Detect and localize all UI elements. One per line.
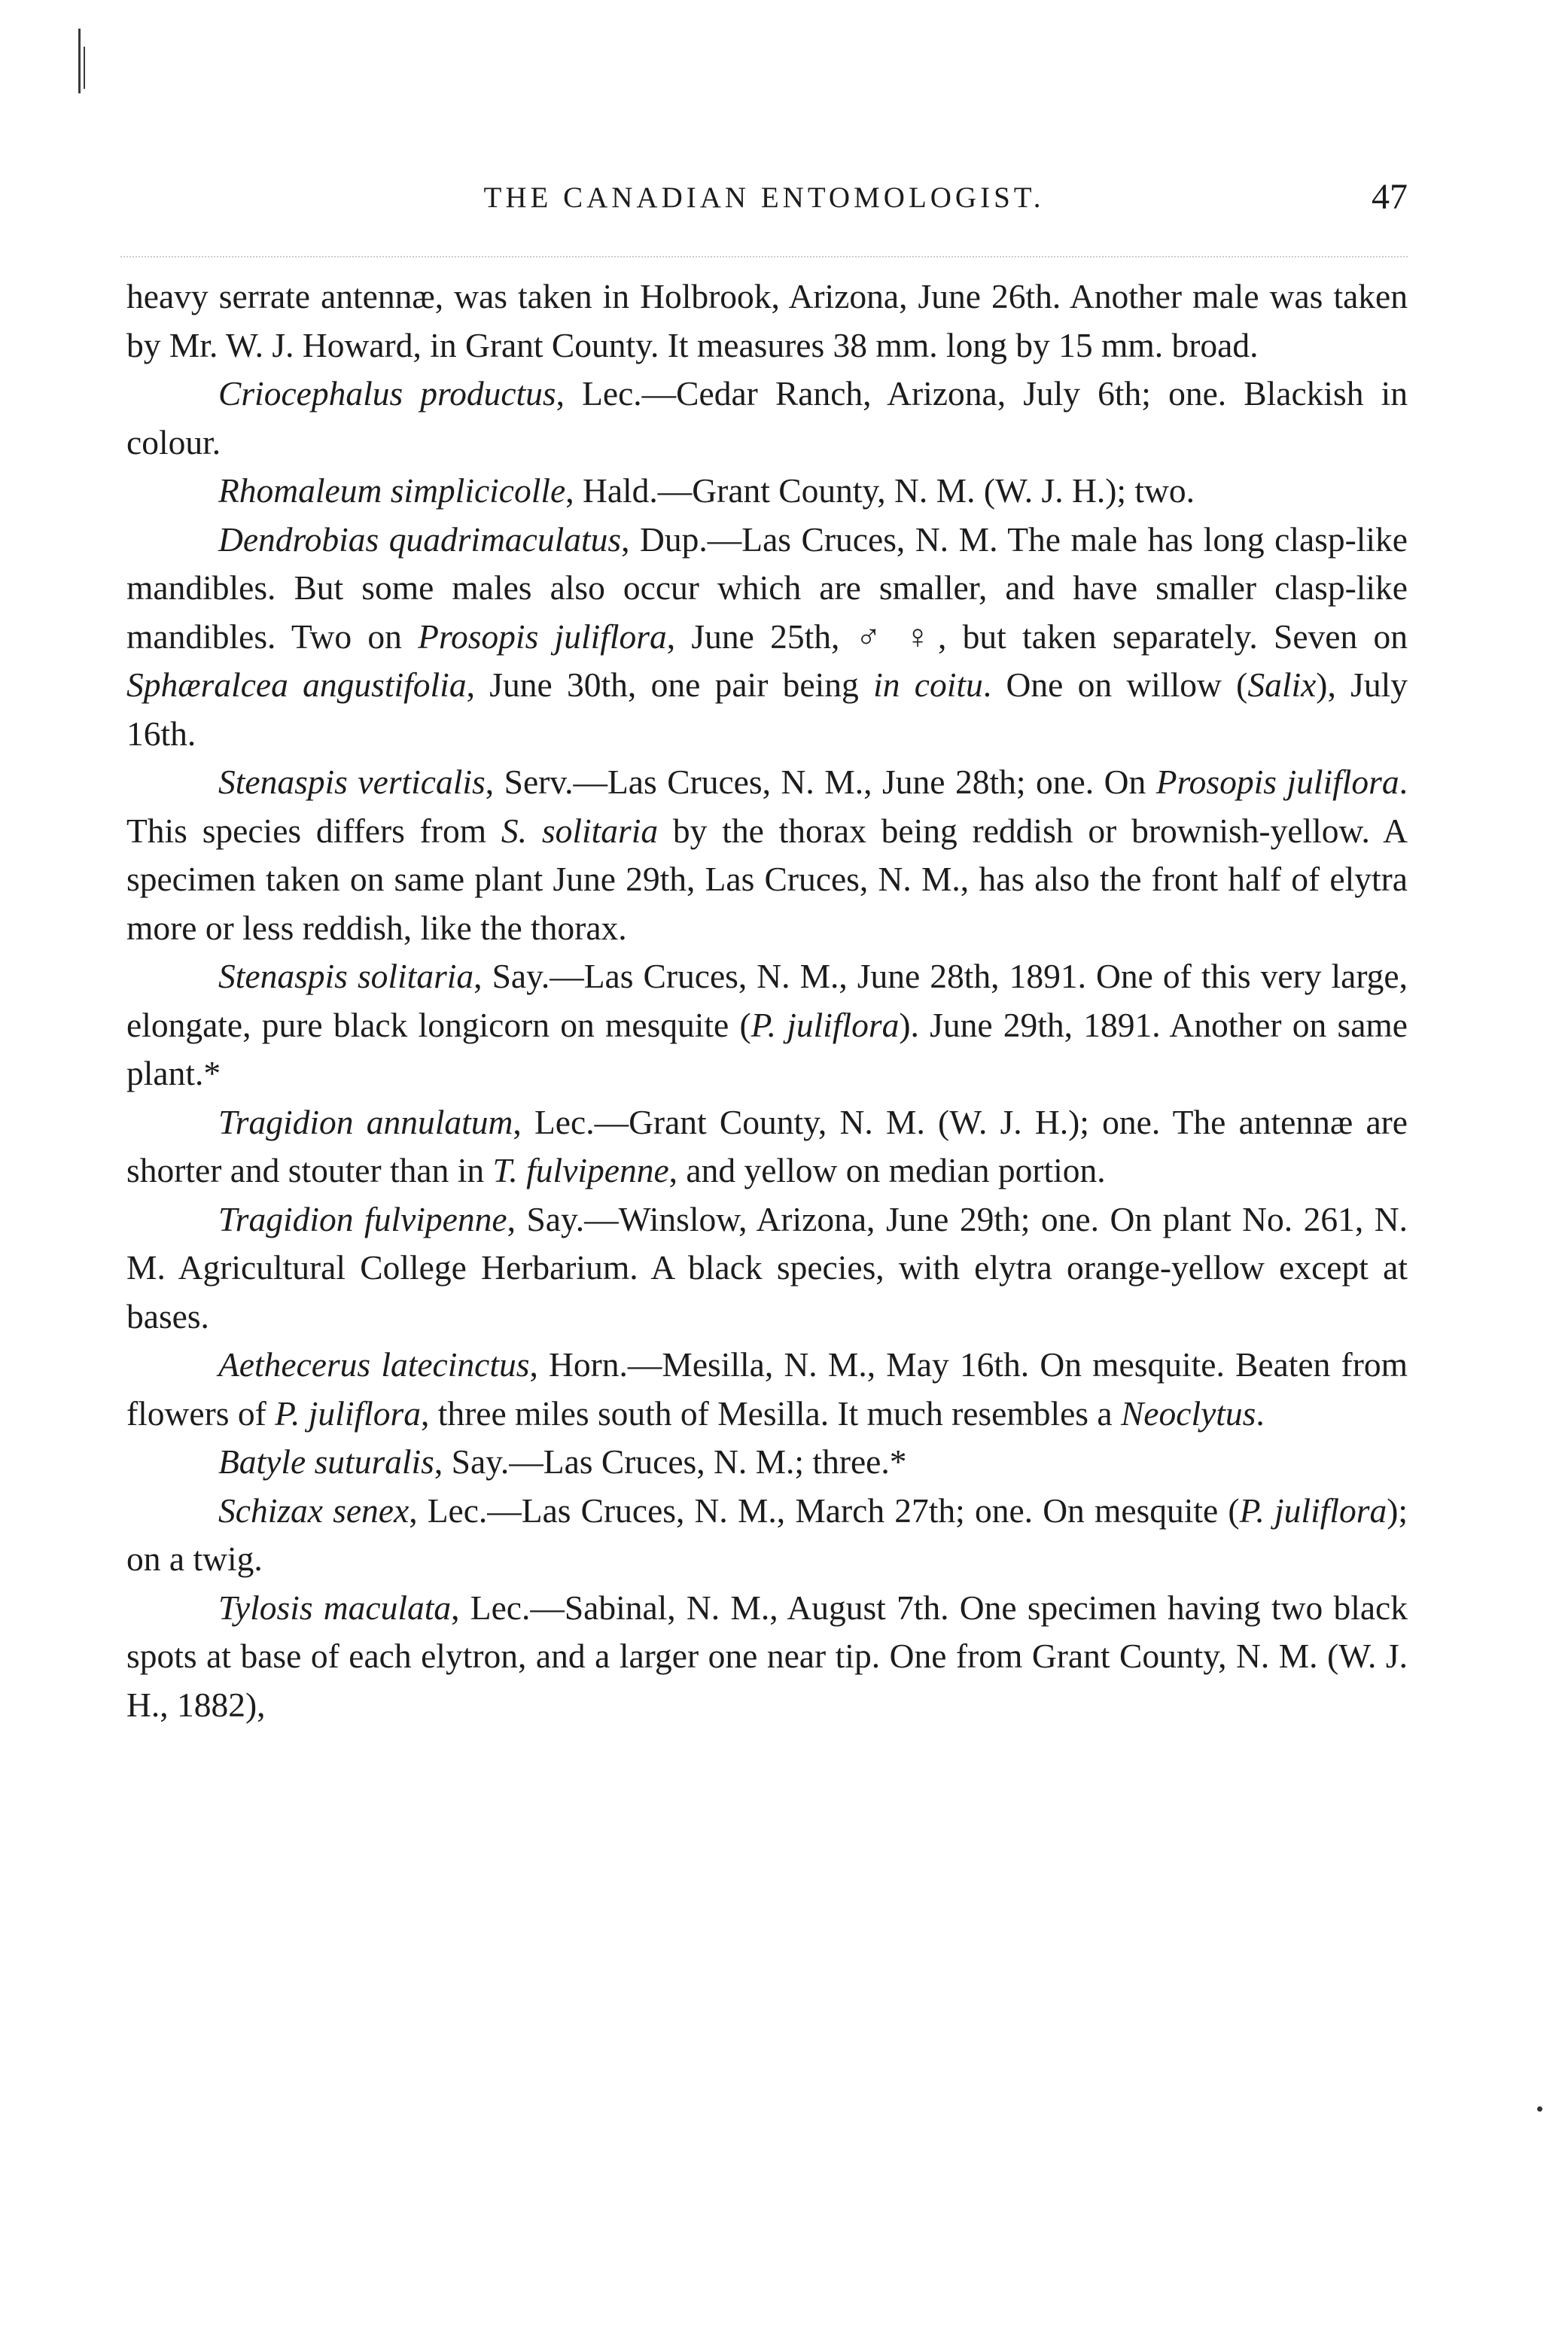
- italic-run: P. juliflora: [751, 1005, 900, 1044]
- italic-run: Tragidion annulatum: [218, 1102, 513, 1141]
- text-run: . One on willow (: [982, 665, 1248, 704]
- italic-run: Aethecerus latecinctus: [218, 1345, 530, 1384]
- species-entry: [126, 467, 1408, 516]
- italic-run: P. juliflora: [1239, 1491, 1387, 1530]
- running-title: THE CANADIAN ENTOMOLOGIST.: [483, 181, 1045, 214]
- text-run: ). June 29th, 1891. Another on same plant.*: [126, 1005, 1408, 1092]
- species-entry: [126, 952, 1408, 1098]
- scan-edge-mark: [78, 29, 81, 93]
- species-entry: [126, 516, 1408, 759]
- text-run: ), July 16th.: [126, 665, 1408, 753]
- text-run: , June 25th, ♂ ♀, but taken separately. Seven on: [666, 617, 1408, 656]
- species-entry: [126, 1195, 1408, 1342]
- italic-run: Stenaspis solitaria: [218, 957, 474, 995]
- page-header: [120, 177, 1408, 233]
- text-run: , Say.—Las Cruces, N. M., June 28th, 1891. One of this very large, elongate, pure black longicorn on mesquite (: [126, 957, 1408, 1044]
- italic-run: Prosopis juliflora: [418, 617, 667, 656]
- scan-edge-mark: [84, 47, 85, 89]
- paragraph-continuation: [126, 273, 1408, 370]
- species-entry: [126, 370, 1408, 467]
- text-run: , and yellow on median portion.: [668, 1151, 1106, 1189]
- text-run: heavy serrate antennæ, was taken in Holbrook, Arizona, June 26th. Another male was taken by Mr. W. J. Howard, in Grant County. It measures 38 mm. long by 15 mm. broad.: [126, 277, 1408, 364]
- text-run: .: [1256, 1393, 1265, 1433]
- species-entry: [126, 1098, 1408, 1195]
- body-text: [126, 273, 1408, 1729]
- italic-run: Stenaspis verticalis: [218, 763, 486, 801]
- text-run: , Serv.—Las Cruces, N. M., June 28th; one. On: [485, 763, 1156, 801]
- italic-run: Schizax senex: [218, 1491, 410, 1530]
- italic-run: Tylosis maculata: [218, 1588, 452, 1627]
- species-entry: [126, 1487, 1408, 1584]
- text-run: , Hald.—Grant County, N. M. (W. J. H.); two.: [565, 471, 1195, 510]
- species-entry: [126, 1341, 1408, 1438]
- text-run: , Lec.—Grant County, N. M. (W. J. H.); one. The antennæ are shorter and stouter than in: [126, 1102, 1408, 1189]
- scan-speck: [1537, 2106, 1542, 2112]
- header-rule: [120, 256, 1408, 257]
- species-entry: [126, 758, 1408, 952]
- text-run: ); on a twig.: [126, 1491, 1408, 1578]
- text-run: , Say.—Winslow, Arizona, June 29th; one. On plant No. 261, N. M. Agricultural College Herbarium. A black species, with elytra orange-yellow except at bases.: [126, 1199, 1408, 1335]
- italic-run: Neoclytus: [1120, 1393, 1256, 1433]
- species-entry: [126, 1438, 1408, 1487]
- text-run: . This species differs from: [126, 763, 1408, 850]
- text-run: , Lec.—Sabinal, N. M., August 7th. One specimen having two black spots at base of each elytron, and a larger one near tip. One from Grant County, N. M. (W. J. H., 1882),: [126, 1588, 1408, 1724]
- text-run: by the thorax being reddish or brownish-yellow. A specimen taken on same plant June 29th, Las Cruces, N. M., has also the front half of elytra more or less reddish, like the thorax.: [126, 811, 1408, 947]
- text-run: , Horn.—Mesilla, N. M., May 16th. On mesquite. Beaten from flowers of: [126, 1345, 1408, 1433]
- species-entry: [126, 1584, 1408, 1730]
- page-number: 47: [1372, 177, 1408, 217]
- text-run: , Dup.—Las Cruces, N. M. The male has long clasp-like mandibles. But some males also occur which are smaller, and have smaller clasp-like mandibles. Two on: [126, 519, 1408, 656]
- text-run: , Say.—Las Cruces, N. M.; three.*: [434, 1442, 907, 1481]
- italic-run: Dendrobias quadrimaculatus: [218, 519, 622, 559]
- italic-run: S. solitaria: [501, 811, 659, 850]
- italic-run: Batyle suturalis: [218, 1442, 434, 1481]
- italic-run: Tragidion fulvipenne: [218, 1199, 507, 1238]
- italic-run: Salix: [1247, 665, 1317, 704]
- italic-run: Criocephalus productus: [218, 374, 556, 413]
- italic-run: Prosopis juliflora: [1155, 763, 1399, 801]
- italic-run: in coitu: [873, 665, 983, 704]
- italic-run: Rhomaleum simplicicolle: [218, 471, 566, 510]
- italic-run: Sphæralcea angustifolia: [126, 665, 467, 704]
- text-run: , Lec.—Cedar Ranch, Arizona, July 6th; one. Blackish in colour.: [126, 374, 1408, 461]
- text-run: , Lec.—Las Cruces, N. M., March 27th; one. On mesquite (: [409, 1491, 1240, 1530]
- italic-run: P. juliflora: [275, 1393, 421, 1433]
- text-run: , three miles south of Mesilla. It much resembles a: [420, 1393, 1121, 1433]
- text-run: , June 30th, one pair being: [466, 665, 874, 704]
- italic-run: T. fulvipenne: [492, 1151, 669, 1189]
